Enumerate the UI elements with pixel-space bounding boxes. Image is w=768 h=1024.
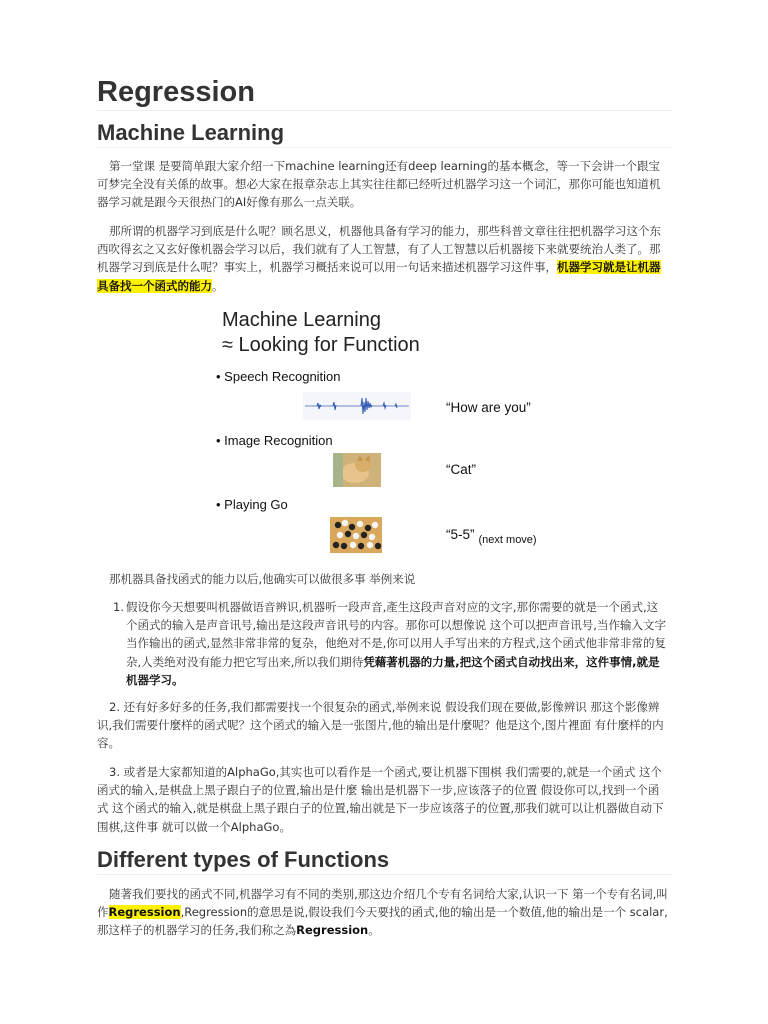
highlight-regression: Regression [108, 905, 181, 920]
section-heading-machine-learning: Machine Learning [97, 119, 672, 148]
output-cat: “Cat” [446, 462, 476, 477]
bullet-speech-recognition: • Speech Recognition [216, 369, 341, 384]
slide-title-line1: Machine Learning [222, 309, 381, 331]
output-next-move [446, 527, 537, 544]
ml-slide-figure [214, 305, 554, 560]
list-item-speech [113, 598, 668, 689]
paragraph-end-mark: 。 [212, 278, 224, 293]
paragraph-regression-text2: ,Regression的意思是说,假设我们今天要找的函式,他的输出是一个数值,他的输出是一个 scalar,那这样子的机器学习的任务,我们称之為 [97, 905, 668, 938]
bold-regression: Regression [296, 923, 369, 938]
waveform-image [303, 392, 411, 420]
page-title: Regression [97, 74, 672, 111]
list-item-speech-text: 假设你今天想要叫机器做语音辨识,机器听一段声音,產生这段声音对应的文字,那你需要的就是一个函式,这个函式的输入是声音讯号,输出是这段声音讯号的内容。那你可以想像说 这个可以把声音讯号,当作输入文字当作输出的函式,显然非常非常的复杂，他绝对不是,你可以用人手写出来的方程式,这个函式他非常非常的复杂,人类绝对没有能力把它写出来,所以我们期待 [126, 600, 666, 669]
bullet-image-recognition: • Image Recognition [216, 433, 333, 448]
paragraph-what-is-ml [97, 222, 669, 295]
bullet-playing-go: • Playing Go [216, 497, 288, 512]
go-board-photo [330, 517, 382, 553]
paragraph-regression-text: 随著我们要找的函式不同,机器学习有不同的类别,那这边介绍几个专有名词给大家,认识一下 第一个专有名词,叫作 [97, 887, 668, 920]
output-how-are-you: “How are you” [446, 400, 531, 415]
section-heading-types-of-functions: Different types of Functions [97, 846, 672, 875]
paragraph-end-mark2: 。 [368, 923, 380, 938]
list-number: 1. [113, 600, 124, 614]
bold-conclusion: 凭藉著机器的力量,把这个函式自动找出来，这件事情,就是机器学习。 [126, 654, 660, 687]
paragraph-examples-intro: 那机器具备找函式的能力以后,他确实可以做很多事 举例来说 [109, 572, 416, 586]
slide-title-line2: ≈ Looking for Function [222, 334, 420, 356]
paragraph-what-is-ml-text: 那所谓的机器学习到底是什么呢？顾名思义，机器他具备有学习的能力，那些科普文章往往把机器学习这个东西吹得玄之又玄好像机器会学习以后，我们就有了人工智慧，有了人工智慧以后机器接下来就要统治人类了。那机器学习到底是什么呢？事实上，机器学习概括来说可以用一句话来描述机器学习这件事， [97, 224, 661, 275]
next-move-note: (next move) [478, 534, 537, 546]
paragraph-image-recognition: 2. 还有好多好多的任务,我们都需要找一个很复杂的函式,举例来说 假设我们现在要做,影像辨识 那这个影像辨识,我们需要什麼样的函式呢？这个函式的输入是一张图片,他的输出是什麼呢？他是这个,图片裡面 有什麼样的内容。 [97, 700, 664, 751]
paragraph-regression [97, 885, 669, 940]
paragraph-alphago: 3. 或者是大家都知道的AlphaGo,其实也可以看作是一个函式,要让机器下围棋 我们需要的,就是一个函式 这个函式的输入,是棋盘上黑子跟白子的位置,输出是什麼 输出是机器下一步,应该落子的位置 假设你可以,找到一个函式 这个函式的输入,就是棋盘上黑子跟白子的位置,输出就是下一步应该落子的位置,那我们就可以让机器做自动下围棋,这件事 就可以做一个AlphaGo。 [97, 765, 664, 834]
highlight-ml-definition: 机器学习就是让机器具备找一个函式的能力 [97, 260, 661, 293]
output-5-5: “5-5” [446, 527, 475, 542]
paragraph-intro: 第一堂课 是要简单跟大家介绍一下machine learning还有deep learning的基本概念，等一下会讲一个跟宝可梦完全没有关係的故事。想必大家在报章杂志上其实往往都已经听过机器学习这一个词汇，那你可能也知道机器学习就是跟今天很热门的AI好像有那么一点关联。 [97, 159, 661, 210]
cat-photo [333, 453, 381, 487]
